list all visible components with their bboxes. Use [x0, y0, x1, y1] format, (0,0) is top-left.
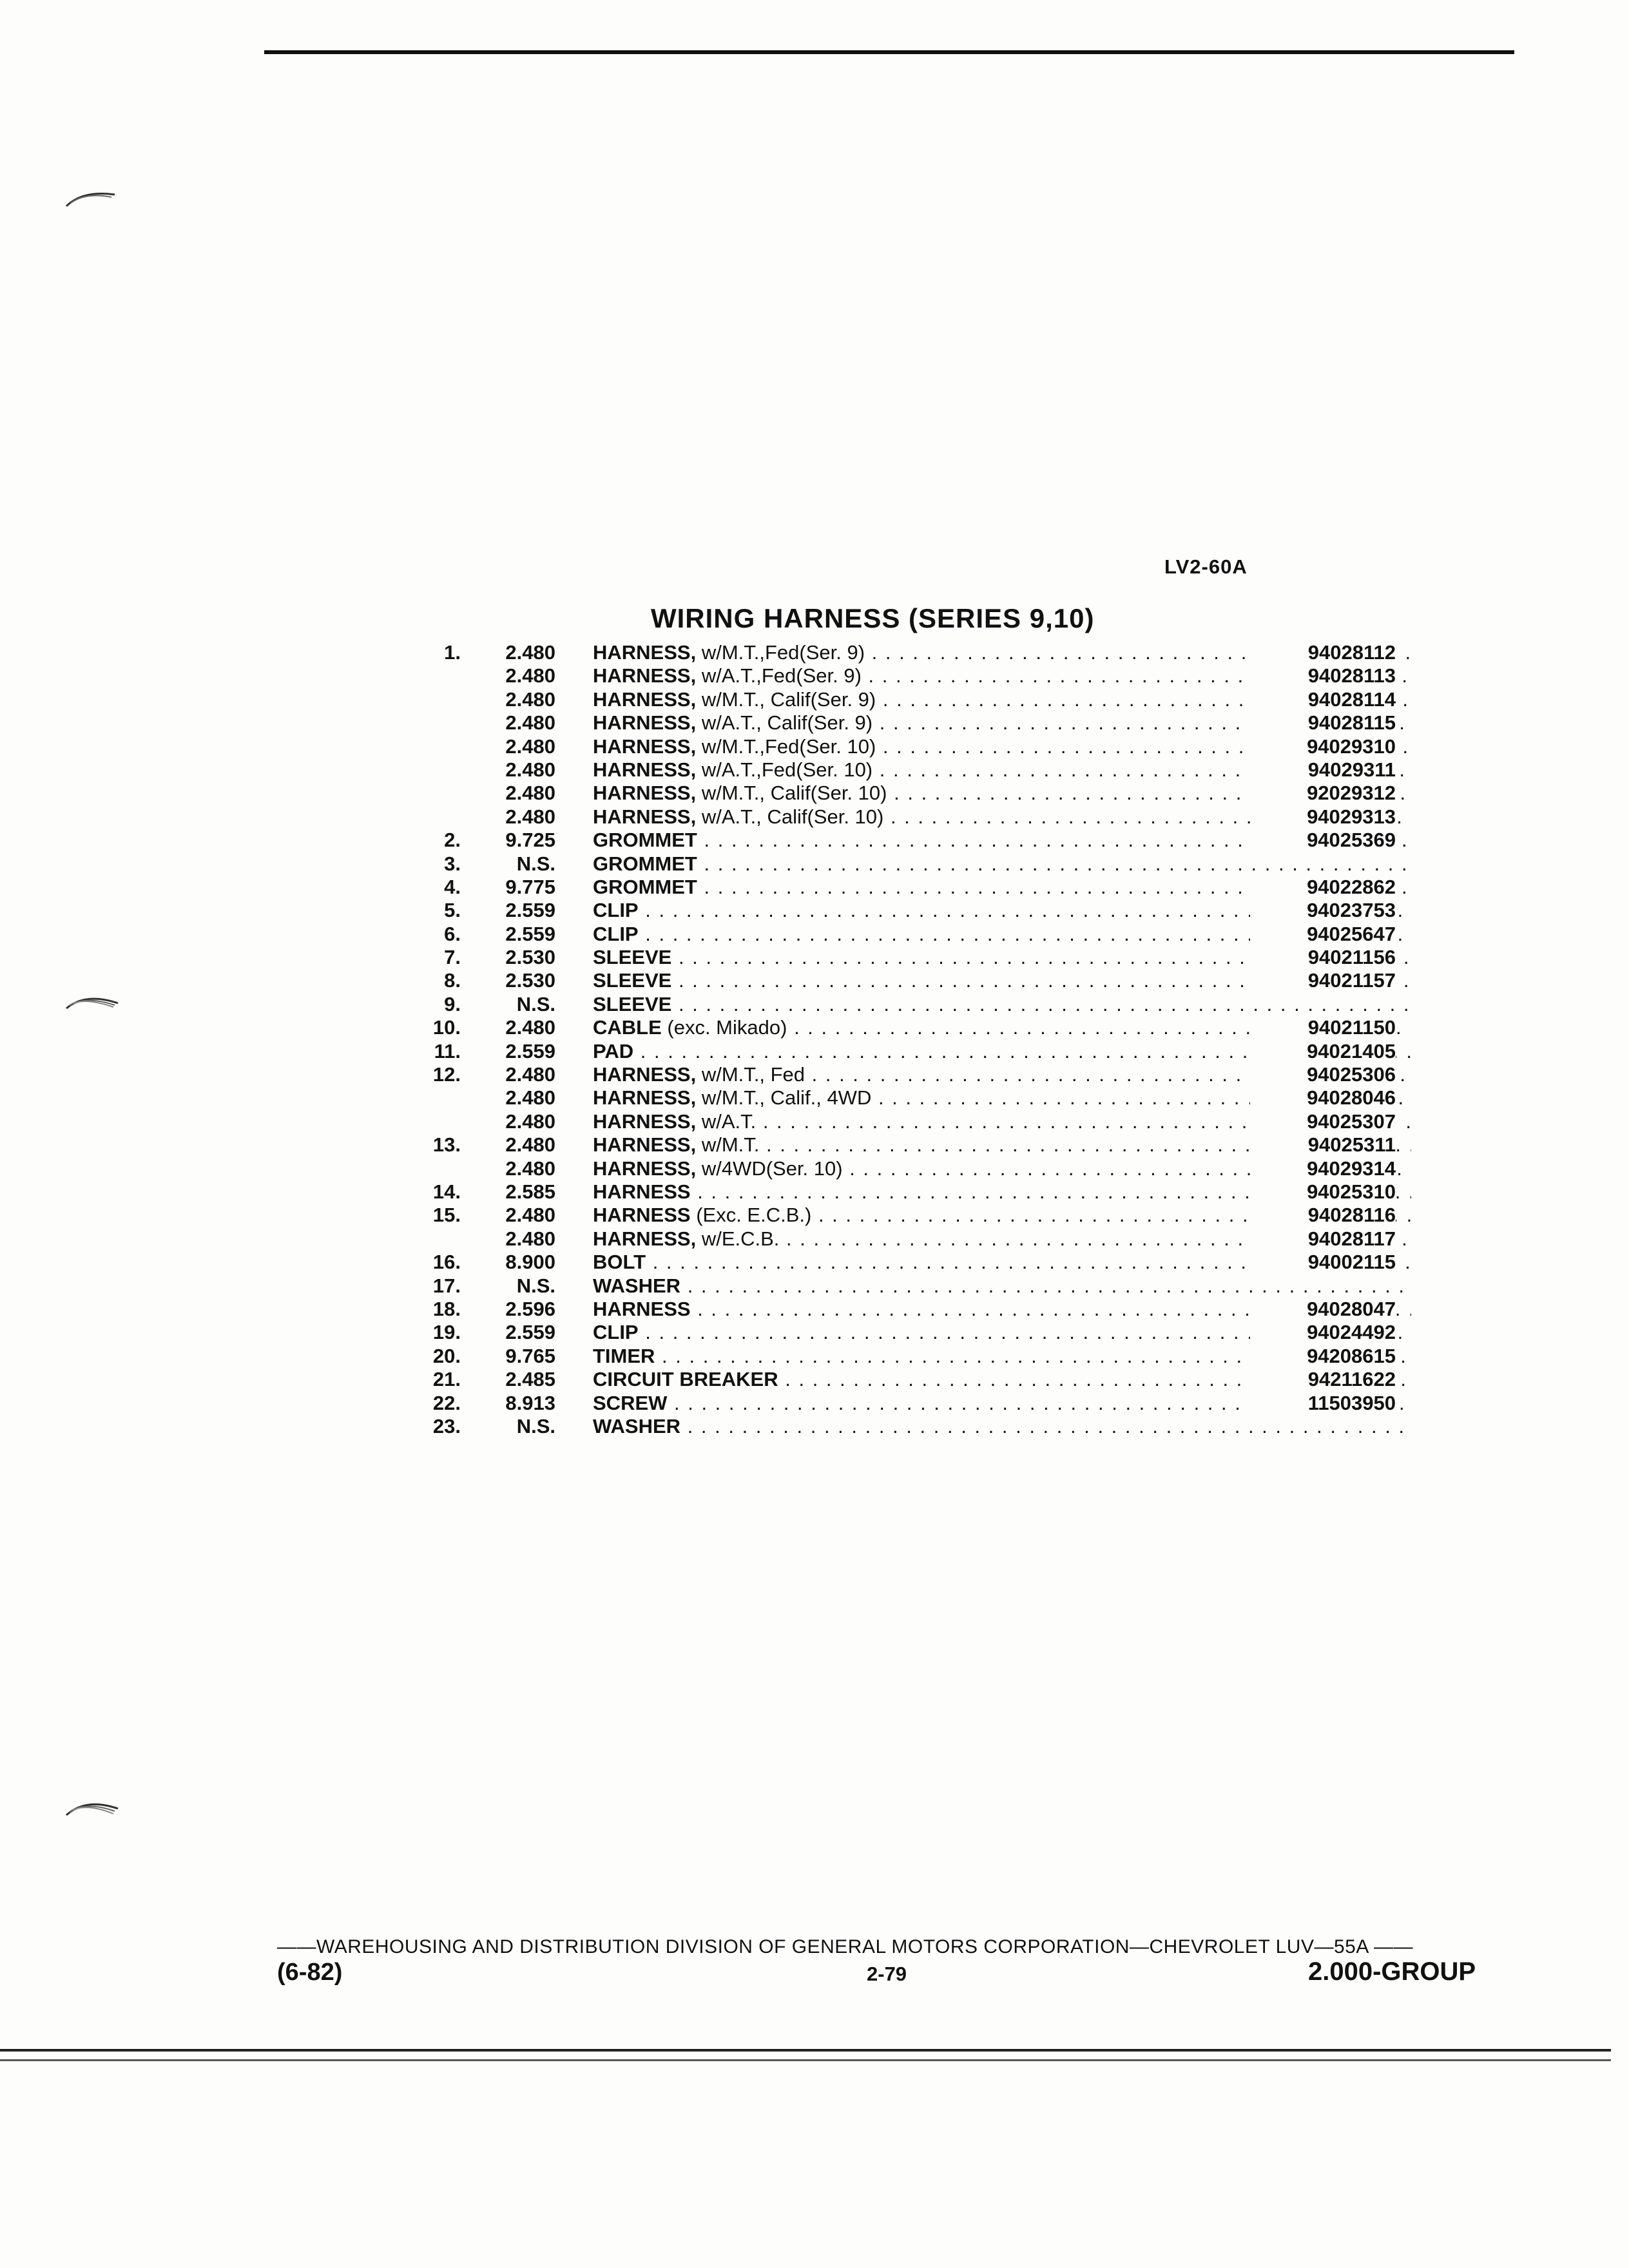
- group-number: 2.480: [505, 1110, 555, 1133]
- part-detail: w/M.T.,Fed(Ser. 9): [696, 641, 865, 664]
- group-number: 9.765: [505, 1344, 555, 1367]
- group-number: 2.480: [505, 805, 555, 828]
- part-row: [412, 1157, 1396, 1180]
- part-detail: w/A.T.,Fed(Ser. 9): [696, 664, 862, 687]
- part-number: 94021150: [1250, 1016, 1396, 1039]
- part-name: HARNESS,: [593, 1227, 697, 1250]
- group-number: 8.913: [505, 1391, 555, 1414]
- group-number: 8.900: [505, 1251, 555, 1274]
- part-number: 94029310: [1250, 735, 1396, 758]
- item-number: 9.: [444, 992, 461, 1015]
- part-name: HARNESS,: [593, 805, 697, 828]
- item-number: 19.: [432, 1321, 461, 1344]
- group-number: 2.585: [505, 1180, 555, 1203]
- part-name: HARNESS,: [593, 687, 697, 711]
- part-detail: w/M.T.: [696, 1133, 760, 1157]
- part-row: [412, 1086, 1396, 1110]
- group-number: 2.559: [505, 1321, 555, 1344]
- part-name: HARNESS,: [593, 1157, 697, 1180]
- item-number: 17.: [432, 1274, 461, 1297]
- part-row: [412, 1344, 1396, 1368]
- group-number: 2.480: [505, 1016, 555, 1039]
- part-name: HARNESS,: [593, 1086, 697, 1110]
- part-number: 94028114: [1250, 688, 1396, 711]
- part-detail: w/A.T.: [696, 1110, 757, 1133]
- part-number: 94028115: [1250, 711, 1396, 735]
- item-number: 2.: [444, 829, 461, 852]
- item-number: 6.: [444, 922, 461, 945]
- group-number: 2.485: [505, 1368, 555, 1391]
- bottom-rule: [0, 2059, 1611, 2061]
- part-detail: w/M.T., Fed: [696, 1063, 805, 1086]
- part-number: 94029313: [1250, 805, 1396, 829]
- part-row: [412, 1297, 1396, 1321]
- part-name: GROMMET: [593, 829, 697, 852]
- part-number: 94021405: [1250, 1040, 1396, 1063]
- part-number: 94024492: [1250, 1321, 1396, 1344]
- part-description: [593, 1415, 1411, 1438]
- part-number: 94028116: [1250, 1204, 1396, 1227]
- part-detail: w/M.T., Calif., 4WD: [696, 1086, 872, 1110]
- part-description: [593, 993, 1411, 1016]
- item-number: 21.: [432, 1368, 461, 1391]
- item-number: 13.: [432, 1133, 461, 1157]
- part-detail: w/A.T., Calif(Ser. 9): [696, 711, 873, 735]
- part-row: [412, 1016, 1396, 1039]
- part-row: [412, 1415, 1392, 1438]
- group-number: N.S.: [516, 1274, 555, 1297]
- part-name: WASHER: [593, 1414, 681, 1437]
- part-name: HARNESS,: [593, 782, 697, 805]
- item-number: 15.: [432, 1204, 461, 1227]
- group-number: 2.480: [505, 1157, 555, 1180]
- part-number: 94021157: [1250, 969, 1396, 992]
- part-detail: w/M.T., Calif(Ser. 10): [696, 782, 887, 805]
- footer-group: 2.000-GROUP: [1308, 1957, 1476, 1986]
- item-number: 12.: [432, 1063, 461, 1086]
- part-row: [412, 1180, 1396, 1204]
- part-detail: w/A.T., Calif(Ser. 10): [696, 805, 884, 828]
- group-number: 2.480: [505, 664, 555, 687]
- item-number: 11.: [434, 1039, 461, 1062]
- part-name: PAD: [593, 1039, 634, 1062]
- item-number: 1.: [444, 641, 461, 664]
- part-number: 11503950: [1250, 1392, 1396, 1415]
- group-number: 2.559: [505, 922, 555, 945]
- binder-hole-mark: [63, 187, 121, 213]
- part-row: [412, 1204, 1396, 1227]
- group-number: 2.480: [505, 711, 555, 735]
- part-row: [412, 782, 1396, 805]
- group-number: 9.725: [505, 829, 555, 852]
- part-detail: w/M.T., Calif(Ser. 9): [696, 687, 876, 711]
- part-number: 94028117: [1250, 1227, 1396, 1251]
- group-number: 2.480: [505, 641, 555, 664]
- item-number: 3.: [444, 852, 461, 875]
- item-number: 10.: [432, 1016, 461, 1039]
- part-row: [412, 1251, 1396, 1274]
- item-number: 5.: [444, 899, 461, 922]
- part-row: [412, 1368, 1396, 1391]
- part-description: [593, 1274, 1411, 1298]
- part-name: HARNESS,: [593, 711, 697, 735]
- parts-list: [412, 641, 1396, 1438]
- footer-page-number: 2-79: [867, 1963, 907, 1985]
- group-number: N.S.: [516, 992, 555, 1015]
- page-title: WIRING HARNESS (SERIES 9,10): [651, 603, 1095, 633]
- group-number: 2.559: [505, 1039, 555, 1062]
- group-number: 2.480: [505, 687, 555, 711]
- page-code: LV2-60A: [1164, 555, 1248, 578]
- part-name: HARNESS: [593, 1180, 691, 1203]
- part-name: CIRCUIT BREAKER: [593, 1368, 778, 1391]
- group-number: 2.480: [505, 782, 555, 805]
- part-number: 94025307: [1250, 1110, 1396, 1133]
- part-number: 94028047: [1250, 1298, 1396, 1321]
- item-number: 20.: [432, 1344, 461, 1367]
- part-row: [412, 946, 1396, 969]
- part-detail: w/E.C.B.: [696, 1227, 780, 1250]
- part-name: HARNESS,: [593, 735, 697, 758]
- part-number: 94025369: [1250, 829, 1396, 852]
- part-row: [412, 711, 1396, 735]
- top-rule: [264, 50, 1514, 54]
- part-number: 94211622: [1250, 1368, 1396, 1391]
- part-detail: (Exc. E.C.B.): [690, 1204, 812, 1227]
- part-row: [412, 664, 1396, 687]
- part-name: GROMMET: [593, 875, 697, 898]
- group-number: N.S.: [516, 1414, 555, 1437]
- group-number: 2.596: [505, 1297, 555, 1320]
- footer-date: (6-82): [277, 1959, 343, 1986]
- group-number: 2.530: [505, 969, 555, 992]
- part-name: HARNESS: [593, 1297, 691, 1320]
- bottom-rule: [0, 2049, 1611, 2052]
- part-number: 94028113: [1250, 664, 1396, 687]
- part-number: 94029314: [1250, 1157, 1396, 1180]
- part-name: HARNESS,: [593, 664, 697, 687]
- part-row: [412, 993, 1392, 1016]
- part-row: [412, 969, 1396, 992]
- part-name: HARNESS,: [593, 758, 697, 781]
- group-number: 2.530: [505, 946, 555, 969]
- part-name: HARNESS,: [593, 641, 697, 664]
- part-row: [412, 1063, 1396, 1086]
- part-name: SCREW: [593, 1391, 668, 1414]
- part-name: HARNESS,: [593, 1063, 697, 1086]
- item-number: 18.: [432, 1297, 461, 1320]
- part-number: 94025310: [1250, 1180, 1396, 1204]
- part-row: [412, 1321, 1396, 1344]
- item-number: 7.: [444, 946, 461, 969]
- group-number: N.S.: [516, 852, 555, 875]
- part-name: CABLE: [593, 1016, 662, 1039]
- group-number: 2.559: [505, 899, 555, 922]
- part-row: [412, 922, 1396, 946]
- part-name: BOLT: [593, 1251, 646, 1274]
- group-number: 2.480: [505, 1063, 555, 1086]
- part-row: [412, 1110, 1396, 1133]
- part-name: TIMER: [593, 1344, 655, 1367]
- group-number: 2.480: [505, 1227, 555, 1250]
- part-detail: w/M.T.,Fed(Ser. 10): [696, 735, 876, 758]
- part-number: 94208615: [1250, 1345, 1396, 1368]
- part-name: CLIP: [593, 899, 639, 922]
- part-number: 94021156: [1250, 946, 1396, 969]
- part-row: [412, 1274, 1392, 1298]
- part-number: 94025311: [1250, 1133, 1396, 1157]
- group-number: 2.480: [505, 758, 555, 781]
- part-row: [412, 1039, 1396, 1063]
- part-number: 92029312: [1250, 782, 1396, 805]
- binder-hole-mark: [63, 989, 121, 1015]
- part-name: HARNESS,: [593, 1133, 697, 1157]
- part-name: SLEEVE: [593, 946, 672, 969]
- item-number: 22.: [432, 1391, 461, 1414]
- item-number: 4.: [444, 875, 461, 898]
- part-row: [412, 758, 1396, 782]
- part-description: [593, 852, 1411, 876]
- group-number: 9.775: [505, 875, 555, 898]
- part-row: [412, 852, 1392, 876]
- part-number: 94002115: [1250, 1251, 1396, 1274]
- part-number: 94023753: [1250, 899, 1396, 922]
- part-row: [412, 875, 1396, 899]
- group-number: 2.480: [505, 1204, 555, 1227]
- part-number: 94022862: [1250, 876, 1396, 899]
- group-number: 2.480: [505, 1086, 555, 1110]
- part-number: 94025647: [1250, 923, 1396, 946]
- part-row: [412, 899, 1396, 922]
- item-number: 16.: [432, 1251, 461, 1274]
- part-name: SLEEVE: [593, 969, 672, 992]
- group-number: 2.480: [505, 1133, 555, 1157]
- part-row: [412, 641, 1396, 664]
- part-name: CLIP: [593, 1321, 639, 1344]
- part-row: [412, 1133, 1396, 1157]
- part-number: 94029311: [1250, 758, 1396, 782]
- part-name: HARNESS,: [593, 1110, 697, 1133]
- part-detail: w/A.T.,Fed(Ser. 10): [696, 758, 873, 781]
- part-detail: w/4WD(Ser. 10): [696, 1157, 843, 1180]
- part-row: [412, 1391, 1396, 1415]
- item-number: 23.: [432, 1414, 461, 1437]
- part-name: SLEEVE: [593, 992, 672, 1015]
- part-name: GROMMET: [593, 852, 697, 875]
- part-name: HARNESS: [593, 1204, 691, 1227]
- part-name: WASHER: [593, 1274, 681, 1297]
- item-number: 8.: [444, 969, 461, 992]
- part-detail: (exc. Mikado): [661, 1016, 787, 1039]
- part-row: [412, 829, 1396, 852]
- item-number: 14.: [432, 1180, 461, 1203]
- part-number: 94028046: [1250, 1086, 1396, 1110]
- part-name: CLIP: [593, 922, 639, 945]
- binder-hole-mark: [63, 1794, 121, 1820]
- part-row: [412, 805, 1396, 829]
- part-number: 94028112: [1250, 641, 1396, 664]
- part-number: 94025306: [1250, 1063, 1396, 1086]
- part-row: [412, 735, 1396, 758]
- footer-division: ——WAREHOUSING AND DISTRIBUTION DIVISION OF GENERAL MOTORS CORPORATION—CHEVROLET LUV—55A ——: [277, 1936, 1414, 1957]
- group-number: 2.480: [505, 735, 555, 758]
- part-row: [412, 1227, 1396, 1251]
- part-row: [412, 687, 1396, 711]
